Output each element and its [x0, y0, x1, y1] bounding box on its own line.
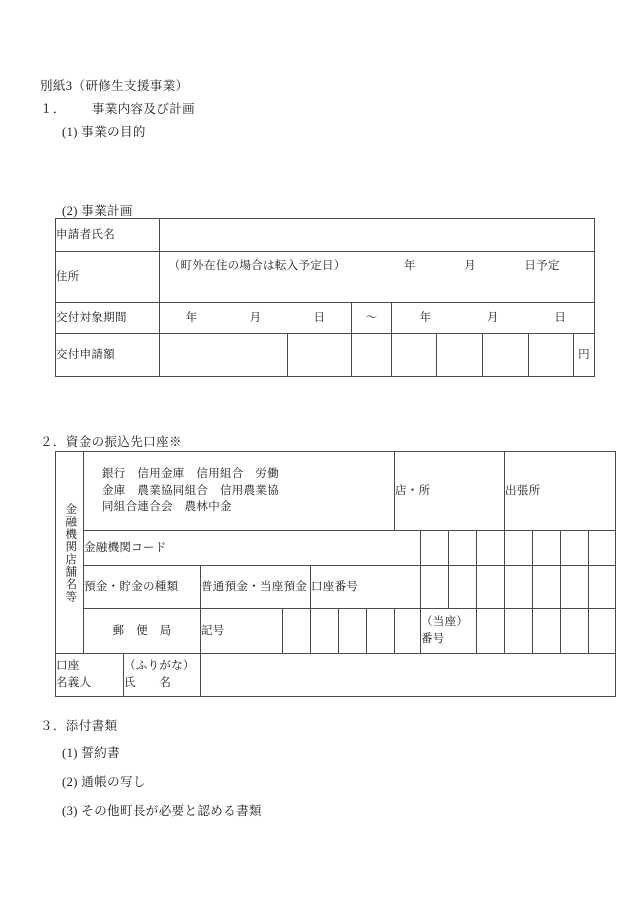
bank-code-digit-cell[interactable] — [449, 531, 477, 566]
account-number-digit-cell[interactable] — [505, 566, 533, 609]
address-note-year: 年 — [404, 260, 416, 273]
symbol-digit-cell[interactable] — [395, 609, 421, 654]
attachment-item-3: (3) その他町長が必要と認める書類 — [62, 804, 262, 818]
institution-label-cell — [56, 452, 84, 654]
grant-period-label: 交付対象期間 — [56, 303, 160, 334]
period-start-day: 日 — [313, 311, 326, 324]
symbol-digit-cell[interactable] — [339, 609, 367, 654]
bank-code-digit-cell[interactable] — [589, 531, 616, 566]
symbol-digit-cell[interactable] — [283, 609, 311, 654]
section-1-heading — [40, 99, 195, 117]
amount-digit-cell[interactable] — [159, 334, 288, 377]
section-1-item-2: (2) 事業計画 — [62, 204, 133, 218]
amount-digit-cell[interactable] — [482, 334, 528, 377]
current-number-digit-cell[interactable] — [561, 609, 589, 654]
account-holder-label — [56, 654, 124, 697]
section-1-item-1: (1) 事業の目的 — [62, 125, 146, 139]
symbol-digit-cell[interactable] — [367, 609, 395, 654]
address-input[interactable] — [159, 252, 594, 303]
account-number-digit-cell[interactable] — [449, 566, 477, 609]
current-number-label-line-2: 番号 — [421, 633, 445, 645]
bank-code-digit-cell[interactable] — [477, 531, 505, 566]
table-row-account-holder — [56, 654, 616, 697]
amount-digit-cell[interactable] — [288, 334, 352, 377]
account-number-digit-cell[interactable] — [589, 566, 616, 609]
bank-code-digit-cell[interactable] — [505, 531, 533, 566]
section-1-label: 事業内容及び計画 — [91, 102, 196, 116]
section-2-heading: ２．資金の振込先口座※ — [40, 435, 182, 449]
current-number-digit-cell[interactable] — [533, 609, 561, 654]
current-number-digit-cell[interactable] — [505, 609, 533, 654]
branch-label: 店・所 — [395, 452, 505, 531]
grant-period-end-input[interactable] — [391, 303, 594, 334]
amount-digit-cell[interactable] — [437, 334, 483, 377]
current-number-digit-cell[interactable] — [477, 609, 505, 654]
sub-branch-label: 出張所 — [505, 452, 616, 531]
period-end-month: 月 — [486, 311, 499, 324]
address-note-text: （町外在住の場合は転入予定日） — [168, 260, 346, 273]
table-row-address — [56, 252, 595, 303]
furigana-label: （ふりがな） — [124, 660, 195, 673]
amount-digit-cell[interactable] — [528, 334, 574, 377]
symbol-label: 記号 — [201, 609, 283, 654]
account-holder-label-line-2: 名義人 — [56, 677, 92, 689]
table-row-applicant-name — [56, 219, 595, 252]
bank-code-label: 金融機関コード — [84, 531, 421, 566]
amount-unit-label: 円 — [574, 334, 595, 377]
bank-type-line-3: 同組合連合会 農林中金 — [102, 501, 232, 514]
grant-period-start-input[interactable] — [159, 303, 352, 334]
current-number-label — [421, 609, 477, 654]
period-separator: ～ — [352, 303, 391, 334]
section-3-heading: ３．添付書類 — [40, 719, 118, 733]
attachment-item-1: (1) 誓約書 — [62, 746, 121, 760]
amount-digit-cell[interactable] — [352, 334, 391, 377]
symbol-digit-cell[interactable] — [311, 609, 339, 654]
table-row-post-office — [56, 609, 616, 654]
account-number-digit-cell[interactable] — [561, 566, 589, 609]
bank-type-options[interactable] — [84, 452, 395, 531]
account-number-digit-cell[interactable] — [477, 566, 505, 609]
post-office-label: 郵 便 局 — [84, 609, 201, 654]
period-start-month: 月 — [249, 311, 262, 324]
bank-code-digit-cell[interactable] — [561, 531, 589, 566]
period-start-year: 年 — [185, 311, 198, 324]
current-number-digit-cell[interactable] — [589, 609, 616, 654]
account-number-digit-cell[interactable] — [533, 566, 561, 609]
bank-type-line-1: 銀行 信用金庫 信用組合 労働 — [102, 467, 279, 480]
amount-digit-cell[interactable] — [391, 334, 437, 377]
deposit-type-label: 預金・貯金の種類 — [84, 566, 201, 609]
table-row-grant-period — [56, 303, 595, 334]
account-holder-name-input[interactable] — [201, 654, 616, 697]
account-number-digit-cell[interactable] — [421, 566, 449, 609]
section-1-number: １． — [40, 102, 66, 116]
account-number-label: 口座番号 — [311, 566, 421, 609]
name-label: 氏 名 — [124, 677, 172, 689]
current-number-label-line-1: （当座） — [421, 616, 469, 629]
table-row-grant-amount — [56, 334, 595, 377]
bank-code-digit-cell[interactable] — [421, 531, 449, 566]
attachment-item-2: (2) 通帳の写し — [62, 775, 146, 789]
bank-code-digit-cell[interactable] — [533, 531, 561, 566]
deposit-kind-label[interactable]: 普通預金・当座預金 — [201, 566, 311, 609]
period-end-day: 日 — [554, 311, 567, 324]
table-row-institution — [56, 452, 616, 531]
table-row-deposit-type — [56, 566, 616, 609]
address-note-day: 日予定 — [524, 260, 560, 273]
institution-label: 金融機関店舗名等 — [64, 502, 77, 603]
account-holder-label-line-1: 口座 — [56, 660, 80, 673]
address-note-month: 月 — [464, 260, 477, 273]
business-plan-table — [55, 218, 595, 377]
address-label: 住所 — [56, 252, 160, 303]
applicant-name-label: 申請者氏名 — [56, 219, 160, 252]
document-title: 別紙3（研修生支援事業） — [40, 79, 189, 93]
bank-account-table — [55, 451, 616, 697]
applicant-name-input[interactable] — [159, 219, 594, 252]
period-end-year: 年 — [419, 311, 432, 324]
table-row-bank-code — [56, 531, 616, 566]
furigana-name-label — [124, 654, 201, 697]
bank-type-line-2: 金庫 農業協同組合 信用農業協 — [102, 484, 279, 497]
grant-amount-label: 交付申請額 — [56, 334, 160, 377]
